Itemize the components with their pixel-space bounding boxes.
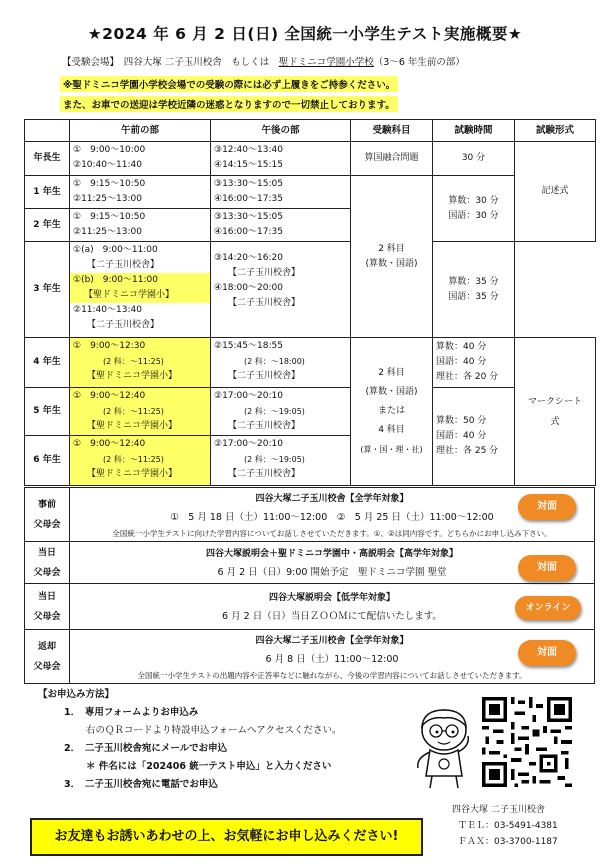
venue-tag: 【二子玉川校舎】 bbox=[228, 469, 301, 479]
slot: ① 9:00〜12:30 bbox=[73, 341, 146, 351]
slot: ① 9:15〜10:50 bbox=[73, 212, 146, 222]
slot-note: (2 科：〜11:25) bbox=[103, 357, 164, 366]
am-cell bbox=[70, 176, 211, 209]
event-body bbox=[70, 630, 595, 684]
pm-cell bbox=[211, 209, 351, 242]
subject-line: 2 科目 bbox=[378, 368, 405, 378]
time-cell-g3 bbox=[433, 242, 515, 338]
header-empty bbox=[25, 120, 70, 142]
event-description: 全国統一小学生テストの出題内容や正答率などに触れながら、今後の学習内容についてお話しさせていただきます。 bbox=[137, 670, 527, 680]
time-cell: 30 分 bbox=[433, 142, 515, 176]
event-label bbox=[25, 542, 70, 584]
subject-line: 2 科目 bbox=[378, 243, 405, 254]
venue-prefix: 【受験会場】 四谷大塚 二子玉川校舎 もしくは bbox=[62, 57, 279, 68]
subject-line: 4 科目 bbox=[378, 425, 405, 435]
event-label-line: 当日 bbox=[37, 547, 56, 558]
contact-info bbox=[452, 802, 558, 850]
event-label-line: 返却 bbox=[37, 641, 56, 652]
slot: ③14:20〜16:20 bbox=[214, 253, 283, 263]
apply-title: 【お申込み方法】 bbox=[38, 689, 115, 700]
badge-online: オンライン bbox=[515, 596, 581, 620]
slot: ②15:45〜18:55 bbox=[214, 341, 283, 351]
event-datetime: 6 月 2 日（日）9:00 開始予定 聖ドミニコ学園 聖堂 bbox=[217, 567, 447, 578]
event-heading: 四谷大塚二子玉川校舎【全学年対象】 bbox=[255, 635, 409, 646]
subject-cell: 算国融合問題 bbox=[351, 142, 433, 176]
event-description: 全国統一小学生テストに向けた学習内容についてお話しさせていただきます。①、②は同内容です。どちらかにお申し込み下さい。 bbox=[112, 528, 552, 538]
event-body bbox=[70, 542, 595, 584]
header-am: 午前の部 bbox=[70, 120, 211, 142]
event-datetime: 6 月 2 日（日）当日ＺＯＯＭにて配信いたします。 bbox=[222, 611, 442, 622]
table-header-row bbox=[25, 120, 596, 142]
format-line: マークシート bbox=[527, 396, 582, 407]
am-cell bbox=[70, 242, 211, 338]
grade-label: 5 年生 bbox=[25, 388, 70, 436]
badge-in-person: 対面 bbox=[518, 555, 576, 581]
venue-tag: 【二子玉川校舎】 bbox=[228, 421, 301, 431]
event-label bbox=[25, 630, 70, 684]
subject-line: (算数・国語) bbox=[365, 258, 418, 269]
page-title: ★2024 年 6 月 2 日(日) 全国統一小学生テスト実施概要★ bbox=[87, 25, 523, 43]
slot-note: (2 科：〜19:05) bbox=[244, 407, 305, 416]
badge-in-person: 対面 bbox=[518, 494, 576, 520]
event-label-line: 父母会 bbox=[33, 661, 61, 672]
time-line: 算数：30 分 bbox=[448, 195, 499, 206]
time-cell-g12 bbox=[433, 176, 515, 242]
time-line: 国語：30 分 bbox=[448, 210, 499, 221]
event-datetime: 6 月 8 日（土）11:00〜12:00 bbox=[265, 653, 399, 665]
slot: ④14:15〜15:15 bbox=[214, 160, 283, 170]
grade-label: 2 年生 bbox=[25, 209, 70, 242]
venue-tag: 【二子玉川校舎】 bbox=[87, 320, 160, 330]
event-label-line: 事前 bbox=[37, 499, 56, 510]
table-row bbox=[25, 176, 596, 209]
grade-label: 4 年生 bbox=[25, 338, 70, 388]
subject-line: または bbox=[377, 406, 405, 416]
subject-cell-g3 bbox=[351, 176, 433, 338]
slot: ②11:40〜13:40 bbox=[73, 305, 142, 315]
table-row bbox=[25, 242, 596, 338]
event-body bbox=[70, 488, 595, 542]
event-label-line: 当日 bbox=[37, 591, 56, 602]
header-subject: 受験科目 bbox=[351, 120, 433, 142]
venue-tag: 【二子玉川校舎】 bbox=[228, 298, 301, 308]
contact-tel[interactable]: ＴＥＬ：03-5491-4381 bbox=[458, 821, 558, 831]
time-line: 理社：各 20 分 bbox=[436, 372, 499, 382]
notice-car: また、お車での送迎は学校近隣の迷惑となりますので一切禁止しております。 bbox=[60, 96, 398, 112]
apply-method-1-detail: 右のＱＲコードより特設申込フォームへアクセスください。 bbox=[86, 725, 342, 736]
subject-line: (算数・国語) bbox=[365, 387, 418, 397]
badge-in-person: 対面 bbox=[518, 640, 576, 666]
event-row bbox=[25, 488, 595, 542]
table-row bbox=[25, 142, 596, 176]
venue-suffix: （3〜6 年生前の部） bbox=[373, 57, 465, 68]
table-row bbox=[25, 388, 596, 436]
am-cell bbox=[70, 338, 211, 388]
pm-cell bbox=[211, 436, 351, 486]
event-heading: 四谷大塚二子玉川校舎【全学年対象】 bbox=[255, 493, 409, 504]
event-row bbox=[25, 630, 595, 684]
slot: ②11:25〜13:00 bbox=[73, 227, 142, 237]
footer-banner: お友達もお誘いあわせの上、お気軽にお申し込みください! bbox=[30, 818, 423, 856]
slot: ②11:25〜13:00 bbox=[73, 194, 142, 204]
event-row bbox=[25, 584, 595, 630]
venue-tag: 【聖ドミニコ学園小】 bbox=[87, 371, 178, 381]
qr-code-icon[interactable] bbox=[482, 696, 572, 788]
slot: ④16:00〜17:35 bbox=[214, 194, 283, 204]
slot: ① 9:00〜12:40 bbox=[73, 439, 146, 449]
apply-method-2-detail: ＊ 件名には「202406 統一テスト申込」と入力ください bbox=[86, 761, 332, 772]
grade-label: 3 年生 bbox=[25, 242, 70, 338]
parent-events-table bbox=[24, 487, 595, 684]
slot: ②17:00〜20:10 bbox=[214, 391, 283, 401]
subject-cell-g46 bbox=[351, 338, 433, 486]
event-label-line: 父母会 bbox=[33, 567, 61, 578]
slot: ① 9:00〜12:40 bbox=[73, 391, 146, 401]
venue-tag-highlight: 【聖ドミニコ学園小】 bbox=[70, 288, 210, 303]
venue-tag: 【聖ドミニコ学園小】 bbox=[87, 421, 178, 431]
time-line: 算数：50 分 bbox=[436, 416, 487, 426]
event-label bbox=[25, 584, 70, 630]
subject-line: (算・国・理・社) bbox=[360, 445, 423, 454]
contact-school: 四谷大塚 二子玉川校舎 bbox=[452, 805, 545, 815]
schedule-table bbox=[24, 119, 596, 486]
event-label-line: 父母会 bbox=[33, 611, 61, 622]
venue-tag: 【聖ドミニコ学園小】 bbox=[87, 469, 178, 479]
event-heading: 四谷大塚説明会【低学年対象】 bbox=[268, 593, 395, 603]
venue-tag: 【二子玉川校舎】 bbox=[228, 371, 301, 381]
header-time: 試験時間 bbox=[433, 120, 515, 142]
event-datetime: ① 5 月 18 日（土）11:00〜12:00 ② 5 月 25 日（土）11:00〜12:00 bbox=[170, 511, 494, 523]
format-line: 式 bbox=[550, 416, 560, 427]
slot: ①(a) 9:00〜11:00 bbox=[73, 245, 158, 255]
pm-cell bbox=[211, 142, 351, 176]
time-line: 国語：40 分 bbox=[436, 431, 487, 441]
slot: ③13:30〜15:05 bbox=[214, 179, 283, 189]
pm-cell bbox=[211, 388, 351, 436]
venue-tag: 【二子玉川校舎】 bbox=[228, 268, 301, 278]
apply-method-2: 2． 二子玉川校舎宛にメールでお申込 bbox=[64, 743, 228, 754]
slot: ③13:30〜15:05 bbox=[214, 212, 283, 222]
contact-fax: ＦＡＸ：03-3700-1187 bbox=[458, 837, 558, 847]
slot: ②17:00〜20:10 bbox=[214, 439, 283, 449]
slot: ④16:00〜17:35 bbox=[214, 227, 283, 237]
slot-highlight: ①(b) 9:00〜11:00 bbox=[70, 273, 210, 288]
am-cell bbox=[70, 388, 211, 436]
am-cell bbox=[70, 436, 211, 486]
venue-tag: 【二子玉川校舎】 bbox=[87, 260, 160, 270]
header-pm: 午後の部 bbox=[211, 120, 351, 142]
table-row bbox=[25, 338, 596, 388]
event-label-line: 父母会 bbox=[33, 519, 61, 530]
am-cell bbox=[70, 142, 211, 176]
slot-note: (2 科：〜19:05) bbox=[244, 455, 305, 464]
format-mark bbox=[515, 338, 596, 486]
event-row bbox=[25, 542, 595, 584]
slot: ④18:00〜20:00 bbox=[214, 283, 283, 293]
grade-label: 1 年生 bbox=[25, 176, 70, 209]
format-written: 記述式 bbox=[515, 142, 596, 242]
grade-label: 年長生 bbox=[25, 142, 70, 176]
grade-label: 6 年生 bbox=[25, 436, 70, 486]
time-line: 国語：40 分 bbox=[436, 357, 487, 367]
slot: ③12:40〜13:40 bbox=[214, 145, 283, 155]
event-heading: 四谷大塚説明会＋聖ドミニコ学園中・高説明会【高学年対象】 bbox=[205, 549, 458, 559]
exam-venue bbox=[62, 54, 465, 68]
slot: ②10:40〜11:40 bbox=[73, 160, 142, 170]
slot: ① 9:00〜10:00 bbox=[73, 145, 146, 155]
slot: ① 9:15〜10:50 bbox=[73, 179, 146, 189]
time-line: 算数：40 分 bbox=[436, 342, 487, 352]
time-line: 算数：35 分 bbox=[448, 276, 499, 287]
pm-cell bbox=[211, 176, 351, 209]
mascot-icon bbox=[408, 706, 478, 790]
time-cell-g4 bbox=[433, 338, 515, 388]
venue-school: 聖ドミニコ学園小学校 bbox=[278, 57, 374, 68]
slot-note: (2 科：〜18:00) bbox=[244, 357, 305, 366]
am-cell bbox=[70, 209, 211, 242]
event-label bbox=[25, 488, 70, 542]
apply-method-3: 3． 二子玉川校舎宛に電話でお申込 bbox=[64, 779, 218, 790]
slot-note: (2 科：〜11:25) bbox=[103, 455, 164, 464]
time-cell-g56 bbox=[433, 388, 515, 486]
slot-note: (2 科：〜11:25) bbox=[103, 407, 164, 416]
time-line: 理社：各 25 分 bbox=[436, 446, 499, 456]
time-line: 国語：35 分 bbox=[448, 291, 499, 302]
pm-cell bbox=[211, 338, 351, 388]
header-format: 試験形式 bbox=[515, 120, 596, 142]
pm-cell bbox=[211, 242, 351, 338]
notice-shoes: ※聖ドミニコ学園小学校会場での受験の際には必ず上履きをご持参ください。 bbox=[60, 76, 398, 92]
application-methods bbox=[38, 686, 342, 794]
apply-method-1: 1． 専用フォームよりお申込み bbox=[64, 707, 199, 718]
